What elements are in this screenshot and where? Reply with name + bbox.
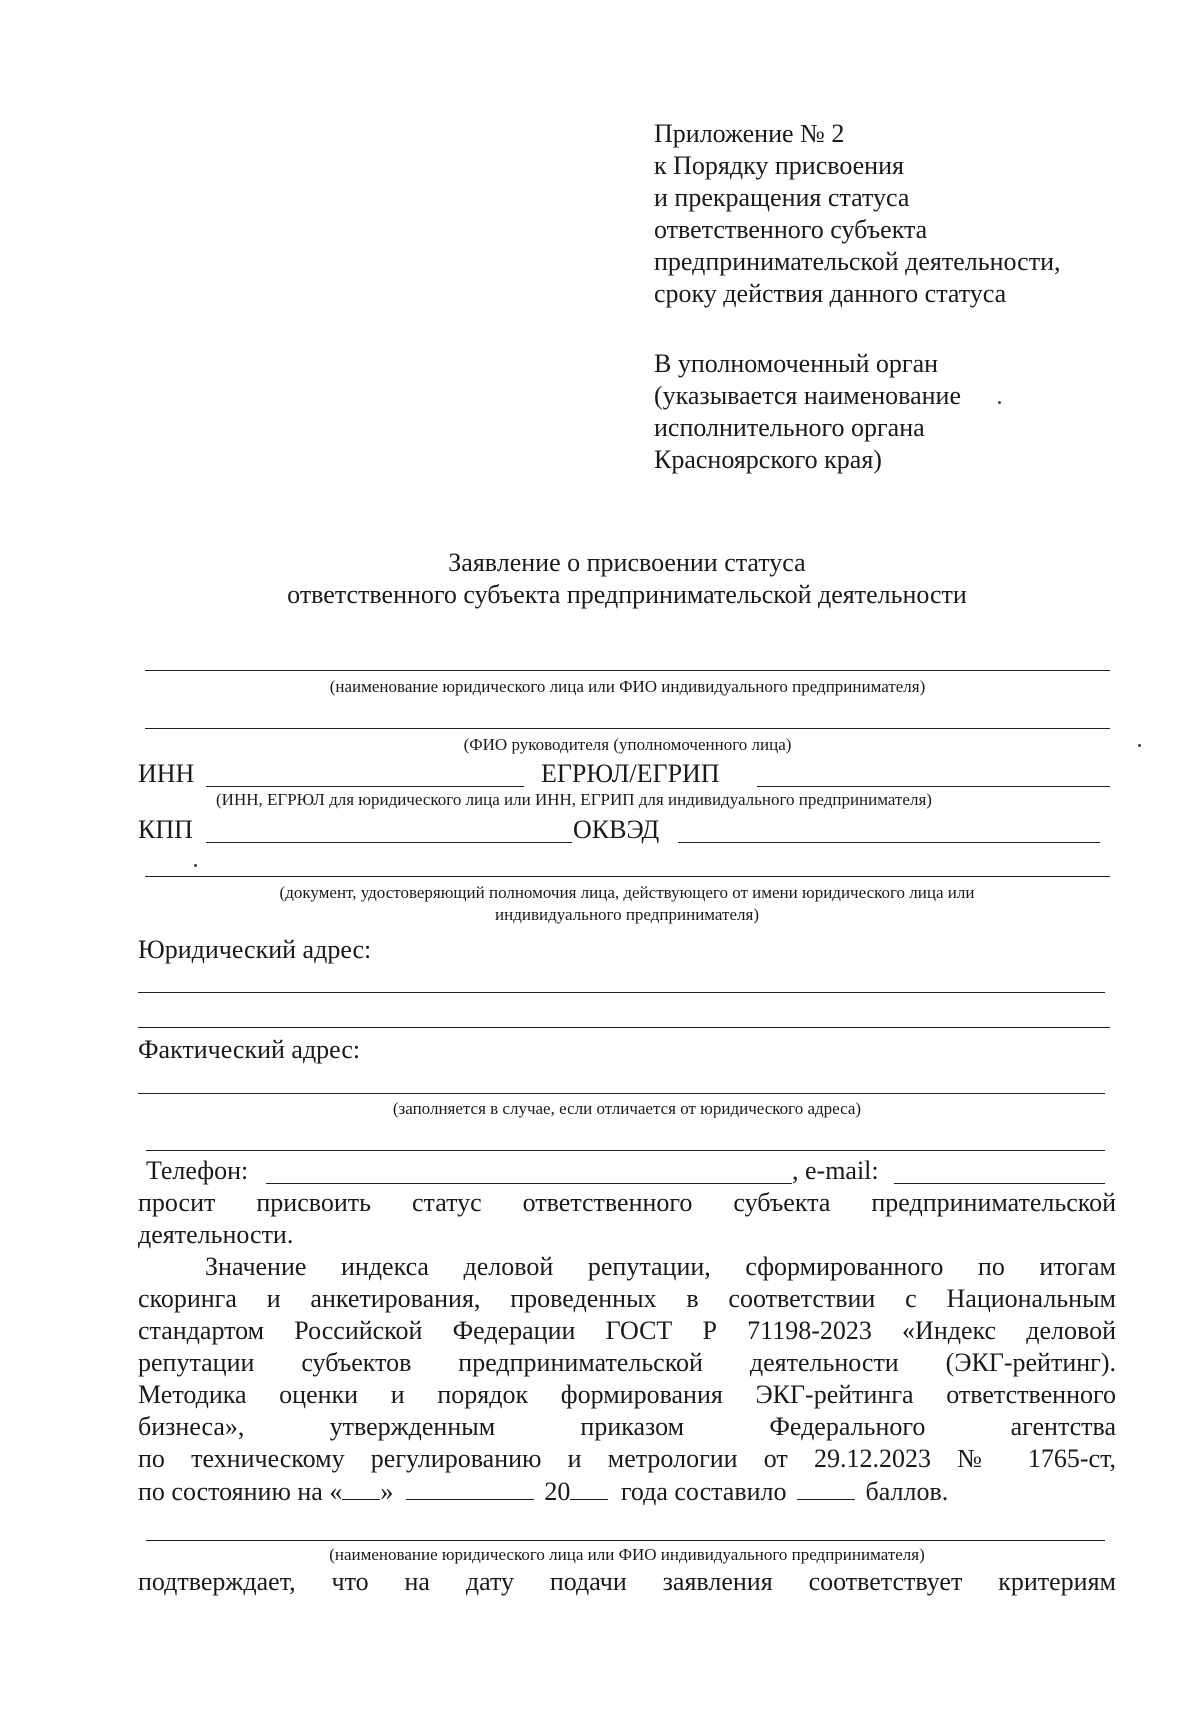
phone-field[interactable] bbox=[266, 1183, 792, 1184]
index-line: Методика оценки и порядок формирования ЭКГ-рейтинга ответственного bbox=[138, 1380, 1116, 1409]
addressee-line: Красноярского края) bbox=[654, 445, 882, 474]
kpp-field[interactable] bbox=[206, 842, 572, 843]
actual-address-field[interactable] bbox=[138, 1093, 1105, 1094]
header-line: сроку действия данного статуса bbox=[654, 279, 1007, 308]
title-line-2: ответственного субъекта предпринимательской деятельности bbox=[287, 580, 967, 609]
caption-actual-address: (заполняется в случае, если отличается от юридического адреса) bbox=[392, 1099, 862, 1118]
month-field[interactable] bbox=[406, 1475, 534, 1500]
index-line: Значение индекса деловой репутации, сформированного по итогам bbox=[205, 1252, 1116, 1281]
kpp-label: КПП bbox=[138, 815, 193, 844]
request-line-1: просит присвоить статус ответственного субъекта предпринимательской bbox=[138, 1188, 1116, 1217]
date-quote-close: » bbox=[380, 1477, 394, 1506]
index-line: по техническому регулированию и метрологии от 29.12.2023 № 1765-ст, bbox=[138, 1444, 1116, 1473]
entity-name-field-2[interactable] bbox=[146, 1540, 1105, 1541]
legal-address-field-1[interactable] bbox=[138, 992, 1105, 993]
header-line: и прекращения статуса bbox=[654, 183, 910, 212]
head-name-field[interactable] bbox=[145, 728, 1110, 729]
phone-label: Телефон: bbox=[146, 1156, 249, 1185]
index-line: стандартом Российской Федерации ГОСТ Р 71198-2023 «Индекс деловой bbox=[138, 1316, 1116, 1345]
index-line: репутации субъектов предпринимательской деятельности (ЭКГ-рейтинг). bbox=[138, 1348, 1116, 1377]
okved-label: ОКВЭД bbox=[573, 815, 660, 844]
addressee-line: (указывается наименование bbox=[654, 381, 961, 410]
entity-name-field[interactable] bbox=[145, 670, 1110, 671]
scan-speck bbox=[998, 401, 1001, 404]
actual-address-label: Фактический адрес: bbox=[138, 1035, 361, 1064]
email-label: , e-mail: bbox=[792, 1156, 879, 1185]
addressee-block bbox=[654, 348, 961, 476]
document-title bbox=[138, 547, 1116, 611]
addressee-line: исполнительного органа bbox=[654, 413, 925, 442]
caption-document-line-2: индивидуального предпринимателя) bbox=[495, 905, 759, 924]
index-line: скоринга и анкетирования, проведенных в соответствии с Национальным bbox=[138, 1284, 1116, 1313]
header-line: предпринимательской деятельности, bbox=[654, 247, 1061, 276]
year-prefix: 20 bbox=[544, 1477, 571, 1506]
actual-address-field-2[interactable] bbox=[146, 1150, 1105, 1151]
header-line: Приложение № 2 bbox=[654, 119, 845, 148]
date-score-line bbox=[138, 1475, 948, 1508]
caption-inn: (ИНН, ЕГРЮЛ для юридического лица или ИНН, ЕГРИП для индивидуального предпринимателя) bbox=[216, 790, 932, 809]
day-field[interactable] bbox=[342, 1475, 380, 1500]
inn-label: ИНН bbox=[138, 759, 195, 788]
year-field[interactable] bbox=[570, 1475, 608, 1500]
caption-entity-name-2: (наименование юридического лица или ФИО индивидуального предпринимателя) bbox=[329, 1545, 925, 1564]
caption-entity-name: (наименование юридического лица или ФИО индивидуального предпринимателя) bbox=[329, 677, 926, 696]
date-prefix: по состоянию на « bbox=[138, 1477, 343, 1506]
inn-field[interactable] bbox=[206, 786, 524, 787]
caption-document-line-1: (документ, удостоверяющий полномочия лица, действующего от имени юридического лица или bbox=[279, 883, 975, 902]
email-field[interactable] bbox=[894, 1183, 1105, 1184]
score-field[interactable] bbox=[797, 1475, 855, 1500]
header-line: ответственного субъекта bbox=[654, 215, 928, 244]
scan-speck bbox=[194, 864, 197, 867]
index-line: бизнеса», утвержденным приказом Федерального агентства bbox=[138, 1412, 1116, 1441]
addressee-line: В уполномоченный орган bbox=[654, 349, 939, 378]
egrul-label: ЕГРЮЛ/ЕГРИП bbox=[541, 759, 720, 788]
title-line-1: Заявление о присвоении статуса bbox=[448, 548, 806, 577]
date-mid-text: года составило bbox=[620, 1477, 787, 1506]
okved-field[interactable] bbox=[678, 842, 1100, 843]
caption-head-name: (ФИО руководителя (уполномоченного лица) bbox=[463, 735, 792, 754]
legal-address-field-2[interactable] bbox=[138, 1027, 1110, 1028]
egrul-field[interactable] bbox=[757, 786, 1110, 787]
scan-speck bbox=[1138, 744, 1141, 747]
caption-authority-document bbox=[138, 882, 1116, 926]
legal-address-label: Юридический адрес: bbox=[138, 935, 372, 964]
request-line-2: деятельности. bbox=[138, 1220, 294, 1249]
authority-document-field[interactable] bbox=[145, 876, 1110, 877]
date-suffix: баллов. bbox=[865, 1477, 949, 1506]
appendix-header bbox=[654, 118, 1060, 310]
header-line: к Порядку присвоения bbox=[654, 151, 904, 180]
confirm-line: подтверждает, что на дату подачи заявления соответствует критериям bbox=[138, 1567, 1116, 1596]
